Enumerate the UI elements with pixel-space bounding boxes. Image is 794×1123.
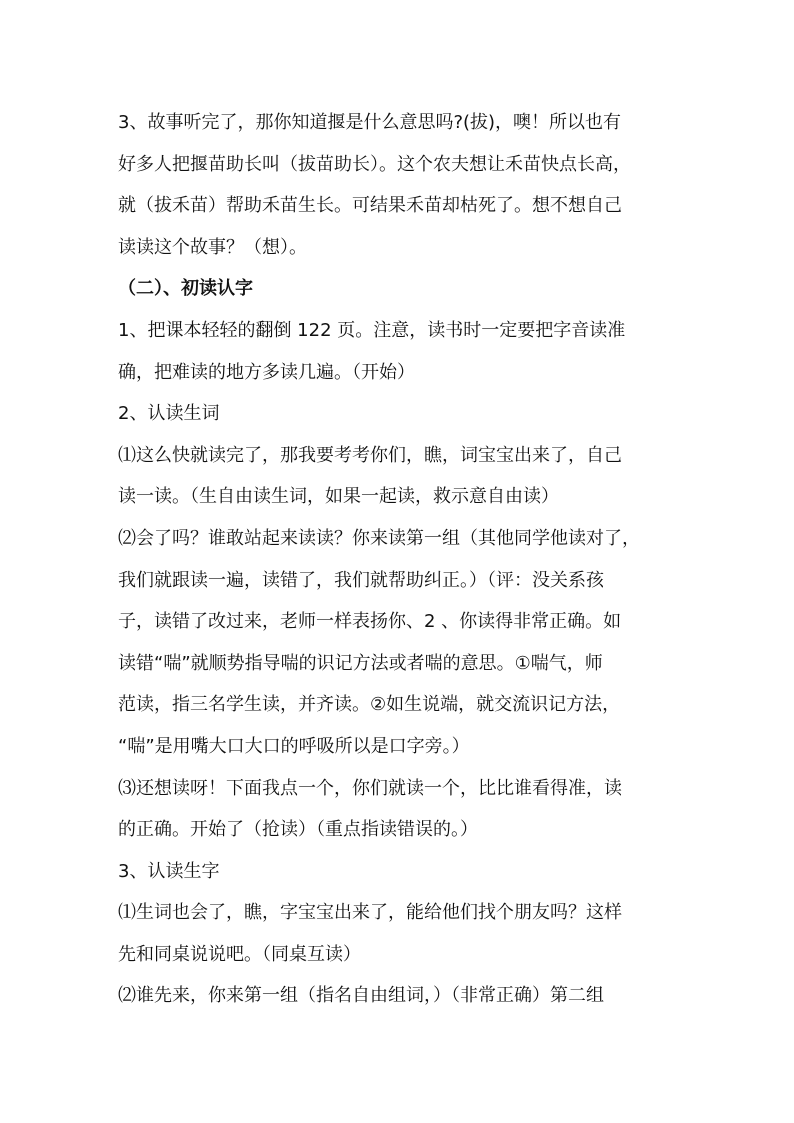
text-line: “喘”是用嘴大口大口的呼吸所以是口字旁。） — [118, 735, 470, 757]
text-line: ⑴这么快就读完了，那我要考考你们，瞧，词宝宝出来了，自己 — [118, 444, 622, 466]
text-line: 的正确。开始了（抢读）（重点指读错误的。） — [118, 819, 478, 841]
section-heading: （二）、初读认字 — [118, 278, 253, 300]
text-line: ⑶还想读呀！下面我点一个，你们就读一个，比比谁看得准，读 — [118, 777, 622, 799]
text-line: 3、认读生字 — [118, 860, 220, 882]
text-line: 就（拔禾苗）帮助禾苗生长。可结果禾苗却枯死了。想不想自己 — [118, 195, 622, 217]
text-line: 读读这个故事？（想）。 — [118, 236, 307, 258]
text-line: 子，读错了改过来，老师一样表扬你、2 、你读得非常正确。如 — [118, 611, 622, 633]
document-body — [118, 102, 696, 1017]
text-line: ⑴生词也会了，瞧，字宝宝出来了，能给他们找个朋友吗？这样 — [118, 902, 622, 924]
text-line: 1、把课本轻轻的翻倒 122 页。注意，读书时一定要把字音读准 — [118, 319, 626, 341]
text-line: ⑵会了吗？谁敢站起来读读？你来读第一组（其他同学他读对了， — [118, 527, 640, 549]
text-line: 我们就跟读一遍，读错了，我们就帮助纠正。）（评：没关系孩 — [118, 569, 604, 591]
text-line: ⑵谁先来，你来第一组（指名自由组词，）（非常正确）第二组 — [118, 985, 604, 1007]
text-line: 先和同桌说说吧。（同桌互读） — [118, 943, 361, 965]
text-line: 2、认读生词 — [118, 403, 220, 425]
text-line: 读一读。（生自由读生词，如果一起读，救示意自由读） — [118, 486, 559, 508]
text-line: 3、故事听完了，那你知道揠是什么意思吗?(拔)，噢！所以也有 — [118, 112, 622, 133]
text-line: 范读，指三名学生读，并齐读。②如生说端，就交流识记方法， — [118, 694, 621, 716]
text-line: 读错“喘”就顺势指导喘的识记方法或者喘的意思。①喘气，师 — [118, 652, 603, 674]
text-line: 好多人把揠苗助长叫（拔苗助长）。这个农夫想让禾苗快点长高， — [118, 153, 631, 175]
text-line: 确，把难读的地方多读几遍。（开始） — [118, 361, 415, 383]
